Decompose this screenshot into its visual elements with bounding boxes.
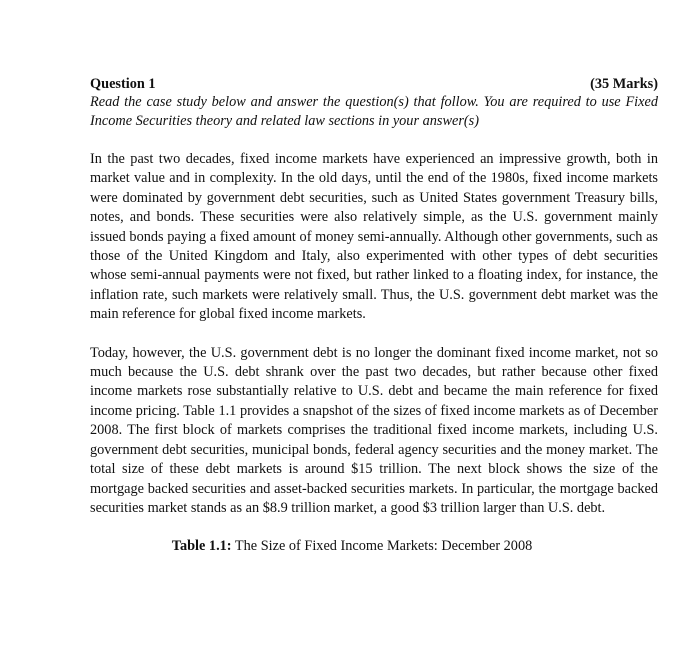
table-caption-label: Table 1.1: <box>171 538 232 555</box>
question-title: Question 1 <box>90 76 156 92</box>
question-instructions: Read the case study below and answer the question(s) that follow. You are required to use Fixed Income Securities theory and related law sections in your answer(s) <box>90 94 658 129</box>
case-study-paragraph-1: In the past two decades, fixed income markets have experienced an impressive growth, both in market value and in complexity. In the old days, until the end of the 1980s, fixed income markets were dominated by government debt securities, such as United States government Treasury bills, notes, and bonds. These securities were also relatively simple, as the U.S. government mainly issued bonds paying a fixed amount of money semi-annually. Although other governments, such as those of the United Kingdom and Italy, also experimented with other types of debt securities whose semi-annual payments were not fixed, but rather linked to a floating index, for instance, the inflation rate, such markets were relatively small. Thus, the U.S. government debt market was the main reference for global fixed income markets. <box>90 151 658 323</box>
question-marks: (35 Marks) <box>590 76 658 92</box>
table-caption-text: The Size of Fixed Income Markets: December 2008 <box>231 538 533 555</box>
document-page <box>90 75 658 556</box>
case-study-paragraph-2: Today, however, the U.S. government debt is no longer the dominant fixed income market, not so much because the U.S. debt shrank over the past two decades, but rather because other fixed income markets rose substantially relative to U.S. debt and became the main reference for fixed income pricing. Table 1.1 provides a snapshot of the sizes of fixed income markets as of December 2008. The first block of markets comprises the traditional fixed income markets, including U.S. government debt securities, municipal bonds, federal agency securities and the money market. The total size of these debt markets is around $15 trillion. The next block shows the size of the mortgage backed securities and asset-backed securities markets. In particular, the mortgage backed securities market stands as an $8.9 trillion market, a good $3 trillion larger than U.S. debt. <box>90 344 658 516</box>
table-caption <box>90 537 658 556</box>
question-header <box>90 75 658 93</box>
